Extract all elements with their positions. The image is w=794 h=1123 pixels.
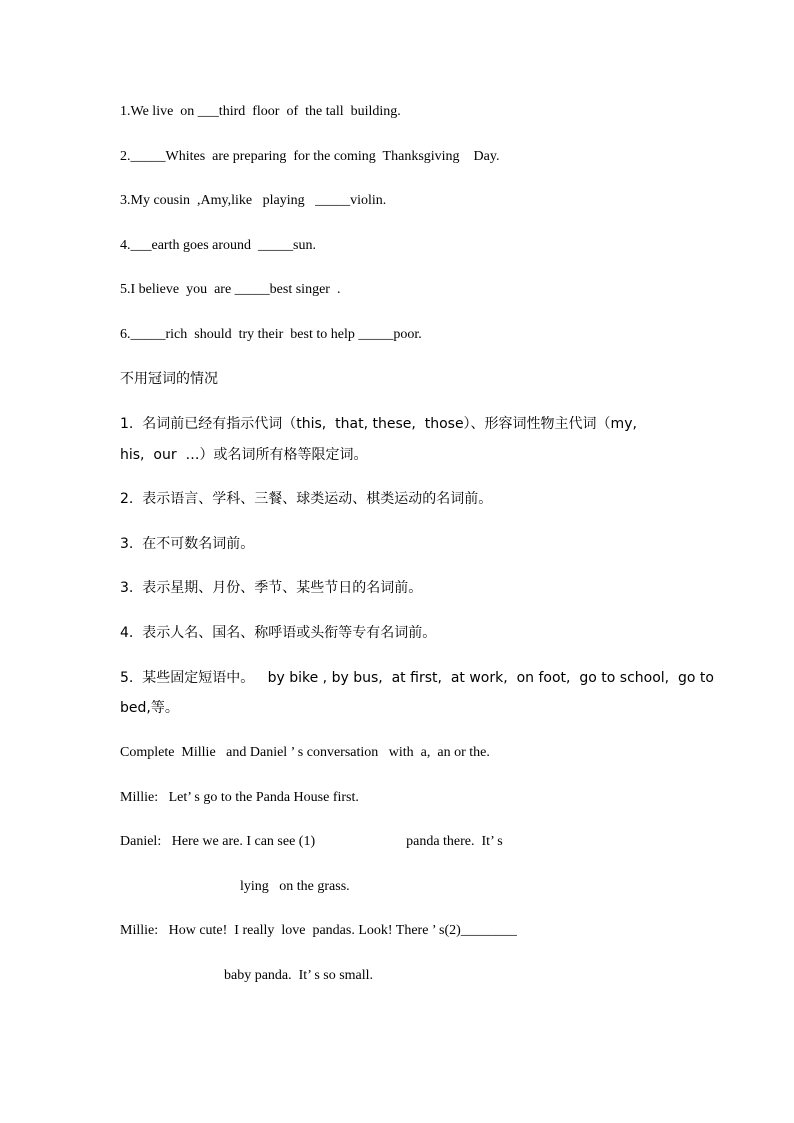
rule-item-3a: 3. 在不可数名词前。 <box>120 536 255 552</box>
rule-item-2: 2. 表示语言、学科、三餐、球类运动、棋类运动的名词前。 <box>120 491 493 507</box>
rule-item-5: 5. 某些固定短语中。 by bike , by bus, at first, at work, on foot, go to school, go to <box>120 670 714 686</box>
rule-item-3b: 3. 表示星期、月份、季节、某些节日的名词前。 <box>120 580 423 596</box>
section-heading: 不用冠词的情况 <box>120 371 218 387</box>
dialogue-line-daniel-1-continued: lying on the grass. <box>240 879 350 894</box>
exercise-item-3: 3.My cousin ,Amy,like playing _____violin. <box>120 193 387 208</box>
exercise-item-1: 1.We live on ___third floor of the tall building. <box>120 104 401 119</box>
conversation-instruction: Complete Millie and Daniel ’ s conversation with a, an or the. <box>120 745 490 760</box>
exercise-item-5: 5.I believe you are _____best singer . <box>120 282 341 297</box>
dialogue-line-millie-2-continued: baby panda. It’ s so small. <box>224 968 374 983</box>
exercise-item-2: 2._____Whites are preparing for the coming Thanksgiving Day. <box>120 149 500 164</box>
rule-item-1-continued: his, our …）或名词所有格等限定词。 <box>120 447 368 463</box>
rule-item-1: 1. 名词前已经有指示代词（this, that, these, those）、形容词性物主代词（my, <box>120 416 637 432</box>
dialogue-line-millie-1: Millie: Let’ s go to the Panda House first. <box>120 790 359 805</box>
exercise-item-4: 4.___earth goes around _____sun. <box>120 238 316 253</box>
rule-item-5-continued: bed,等。 <box>120 700 179 716</box>
dialogue-line-daniel-1: Daniel: Here we are. I can see (1) panda there. It’ s <box>120 834 503 849</box>
dialogue-line-millie-2: Millie: How cute! I really love pandas. Look! There ’ s(2)________ <box>120 923 517 938</box>
exercise-item-6: 6._____rich should try their best to help _____poor. <box>120 327 422 342</box>
rule-item-4: 4. 表示人名、国名、称呼语或头衔等专有名词前。 <box>120 625 437 641</box>
